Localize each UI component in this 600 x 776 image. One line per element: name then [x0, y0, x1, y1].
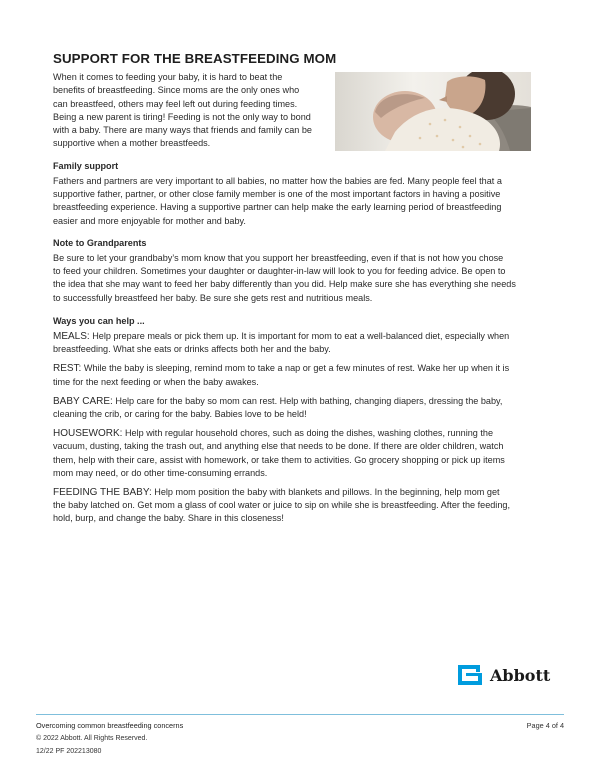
- help-item-label: HOUSEWORK:: [53, 428, 123, 440]
- help-item-rest: [53, 362, 573, 388]
- body-line: Be sure to let your grandbaby’s mom know that you support her breastfeeding, even if that is not how you chose: [53, 253, 504, 263]
- grandparents-body: [53, 252, 573, 305]
- body-line: breastfeeding experience. Having a supportive partner can help make the early learning period of breastfeeding: [53, 202, 502, 213]
- footer-copyright: © 2022 Abbott. All Rights Reserved.: [36, 735, 148, 742]
- grandparents-section: [53, 237, 573, 305]
- help-item-label: BABY CARE:: [53, 395, 113, 407]
- family-support-heading: Family support: [53, 161, 119, 171]
- body-line: Help prepare meals or pick them up. It is important for mom to eat a well-balanced diet, especially when: [92, 331, 510, 341]
- intro-line: When it comes to feeding your baby, it is hard to beat the: [53, 72, 283, 82]
- family-support-body: [53, 175, 573, 228]
- help-item-label: REST:: [53, 363, 82, 375]
- help-item-label: MEALS:: [53, 331, 90, 342]
- body-line: mom may need, or do other time-consuming errands.: [53, 467, 268, 478]
- photo-parent-holding-baby: [335, 72, 531, 151]
- grandparents-heading: Note to Grandparents: [53, 238, 147, 248]
- body-line: Help mom position the baby with blankets and pillows. In the beginning, help mom get: [154, 487, 500, 498]
- body-line: to feed your children. Sometimes your daughter or daughter-in-law will look to you for feeding advice. Be open to: [53, 266, 506, 277]
- abbott-logo: [456, 661, 568, 689]
- intro-line: with a baby. There are many ways that friends and family can be: [53, 125, 312, 136]
- body-line: easier and more enjoyable for mother and baby.: [53, 215, 246, 226]
- body-line: vacuum, dusting, taking the trash out, and anything else that needs to be done. If there are older children, watch: [53, 441, 504, 452]
- body-line: hold, burp, and change the baby. Share in this closeness!: [53, 513, 284, 524]
- footer-divider: [36, 714, 564, 715]
- abbott-logo-icon: [456, 663, 484, 687]
- ways-to-help-section: [53, 315, 573, 532]
- body-line: cleaning the crib, or caring for the baby. Babies love to be held!: [53, 409, 307, 420]
- help-item-label: FEEDING THE BABY:: [53, 487, 152, 499]
- body-line: breastfeeding. What she eats or drinks affects both her and the baby.: [53, 344, 331, 355]
- body-line: Help care for the baby so mom can rest. Help with bathing, changing diapers, dressing the baby,: [115, 395, 503, 406]
- help-item-meals: [53, 330, 573, 356]
- body-line: supportive father, partner, or other close family member is one of the most important factors in having a positive: [53, 189, 501, 200]
- body-line: the baby latched on. Get mom a glass of cool water or juice to sip on while she is breastfeeding. After the feeding,: [53, 500, 510, 511]
- family-support-section: [53, 160, 573, 228]
- intro-line: Being a new parent is tiring! Feeding is not the only way to bond: [53, 111, 311, 122]
- abbott-logo-text: Abbott: [490, 665, 551, 685]
- help-item-baby-care: [53, 395, 573, 421]
- photo-illustration: [335, 72, 531, 151]
- intro-line: supportive when a mother breastfeeds.: [53, 138, 211, 149]
- ways-to-help-heading: Ways you can help ...: [53, 316, 145, 326]
- page-title: SUPPORT FOR THE BREASTFEEDING MOM: [53, 51, 337, 66]
- intro-line: can breastfeed, others may feel left out during feeding times.: [53, 98, 298, 109]
- body-line: them, help with their care, assist with homework, or take them to activities. Go grocery shopping or pick up items: [53, 454, 505, 465]
- help-item-housework: [53, 427, 573, 480]
- body-line: to successfully breastfeed her baby. Be sure she gets rest and nutritious meals.: [53, 292, 373, 303]
- body-line: the idea that she may want to feed her baby differently than you did. Help make sure she has everything she needs: [53, 279, 516, 290]
- intro-paragraph: [53, 71, 335, 151]
- body-line: Help with regular household chores, such as doing the dishes, washing clothes, running the: [124, 428, 494, 439]
- footer-code: 12/22 PF 202213080: [36, 748, 102, 755]
- body-line: time for the next feeding or when the baby awakes.: [53, 376, 259, 387]
- footer-doc-title: Overcoming common breastfeeding concerns: [36, 721, 184, 730]
- footer-page-number: Page 4 of 4: [526, 721, 564, 730]
- help-item-feeding-the-baby: [53, 486, 573, 526]
- body-line: Fathers and partners are very important to all babies, no matter how the babies are fed. Many people feel that a: [53, 176, 502, 186]
- intro-line: benefits of breastfeeding. Since moms are the only ones who: [53, 85, 300, 96]
- body-line: While the baby is sleeping, remind mom to take a nap or get a few minutes of rest. Wake her up when it is: [83, 363, 510, 374]
